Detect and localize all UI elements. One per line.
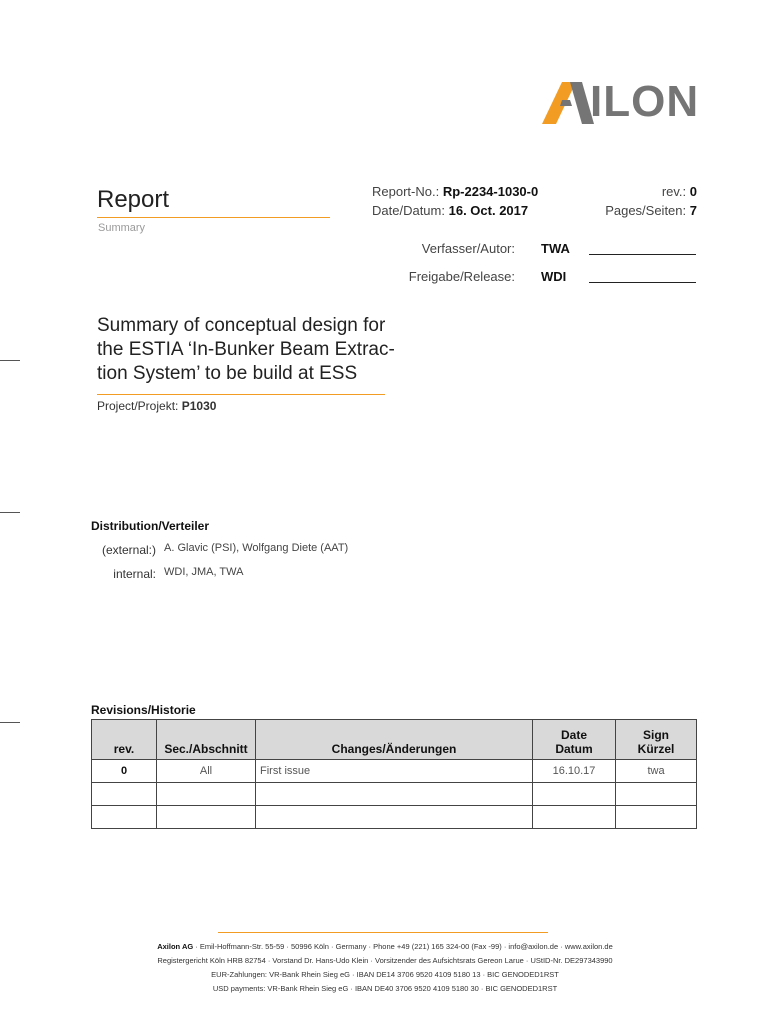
col-rev: rev. [92,720,157,760]
document-title [97,314,397,386]
footer-line: EUR-Zahlungen: VR-Bank Rhein Sieg eG · IBAN DE14 3706 9520 4109 5180 13 · BIC GENODED1RST [211,970,559,979]
col-date-line1: Date [560,728,587,742]
footer-address: · Emil-Hoffmann-Str. 55-59 · 50996 Köln · Germany · Phone +49 (221) 165 324-00 (Fax -99) · info@axilon.de · www.axilon.de [193,942,613,951]
cell-sign [616,806,697,829]
margin-mark [0,722,20,723]
footer-line: USD payments: VR-Bank Rhein Sieg eG · IBAN DE40 3706 9520 4109 5180 30 · BIC GENODED1RST [212,984,558,993]
author-label: Verfasser/Autor: [421,241,515,256]
author-value [541,241,570,256]
project-line [97,399,216,413]
table-row [92,783,697,806]
date-label: Date/Datum: [372,203,445,218]
footer-company: Axilon AG [157,942,194,951]
cell-changes [256,783,533,806]
project-label: Project/Projekt: [97,399,179,413]
author-initials: TWA [541,241,570,256]
release-label: Freigabe/Release: [408,269,515,284]
cell-rev [92,806,157,829]
distribution-heading: Distribution/Verteiler [91,519,210,533]
report-number-label: Report-No.: [372,184,440,199]
project-value: P1030 [181,399,217,413]
col-section: Sec./Abschnitt [157,720,256,760]
internal-label: internal: [113,567,156,581]
report-date [372,203,528,218]
cell-rev [92,783,157,806]
cell-changes: First issue [256,760,533,783]
revisions-table [91,719,697,829]
footer-line: Registergericht Köln HRB 82754 · Vorstand Dr. Hans-Udo Klein · Vorsitzender des Aufsichtsrats Gereon Larue · UStID-Nr. DE297343990 [157,956,613,965]
cell-rev: 0 [92,760,157,783]
revisions-heading: Revisions/Historie [91,703,196,717]
axilon-logo-mark-icon [540,76,596,128]
cell-date [533,783,616,806]
cell-date [533,806,616,829]
cell-changes [256,806,533,829]
report-number [372,184,538,199]
col-sign-line1: Sign [643,728,669,742]
col-changes: Changes/Änderungen [256,720,533,760]
table-row [92,806,697,829]
document-title-underline [97,394,385,395]
table-row [92,760,697,783]
date-value: 16. Oct. 2017 [448,203,529,218]
margin-mark [0,360,20,361]
report-title: Report [97,186,170,213]
document-title-line: Summary of conceptual design for [97,315,386,336]
pages-info [605,203,697,218]
external-recipients: A. Glavic (PSI), Wolfgang Diete (AAT) [164,542,349,554]
table-header-row [92,720,697,760]
cell-sign [616,783,697,806]
cell-sign: twa [616,760,697,783]
rev-value: 0 [689,184,697,199]
pages-value: 7 [689,203,697,218]
cell-section: All [157,760,256,783]
release-value [541,269,566,284]
cell-date: 16.10.17 [533,760,616,783]
col-date-line2: Datum [555,742,593,756]
revision-info [662,184,697,199]
internal-recipients: WDI, JMA, TWA [164,566,244,578]
logo-text: ILON [590,77,700,126]
author-signature-line [589,254,696,255]
release-initials: WDI [541,269,567,284]
footer-rule [218,932,548,933]
report-number-value: Rp-2234-1030-0 [442,184,539,199]
company-logo [540,76,700,128]
external-label: (external:) [101,543,156,557]
footer [0,940,770,996]
rev-label: rev.: [661,184,687,199]
col-sign-line2: Kürzel [637,742,675,756]
report-subtitle: Summary [98,222,146,234]
document-title-line: the ESTIA ‘In-Bunker Beam Extrac- [97,339,395,360]
col-date [533,720,616,760]
release-signature-line [589,282,696,283]
document-title-line: tion System’ to be build at ESS [97,363,358,384]
cell-section [157,783,256,806]
title-underline [97,217,330,218]
footer-line [0,940,770,954]
margin-mark [0,512,20,513]
pages-label: Pages/Seiten: [605,203,687,218]
cell-section [157,806,256,829]
col-sign [616,720,697,760]
